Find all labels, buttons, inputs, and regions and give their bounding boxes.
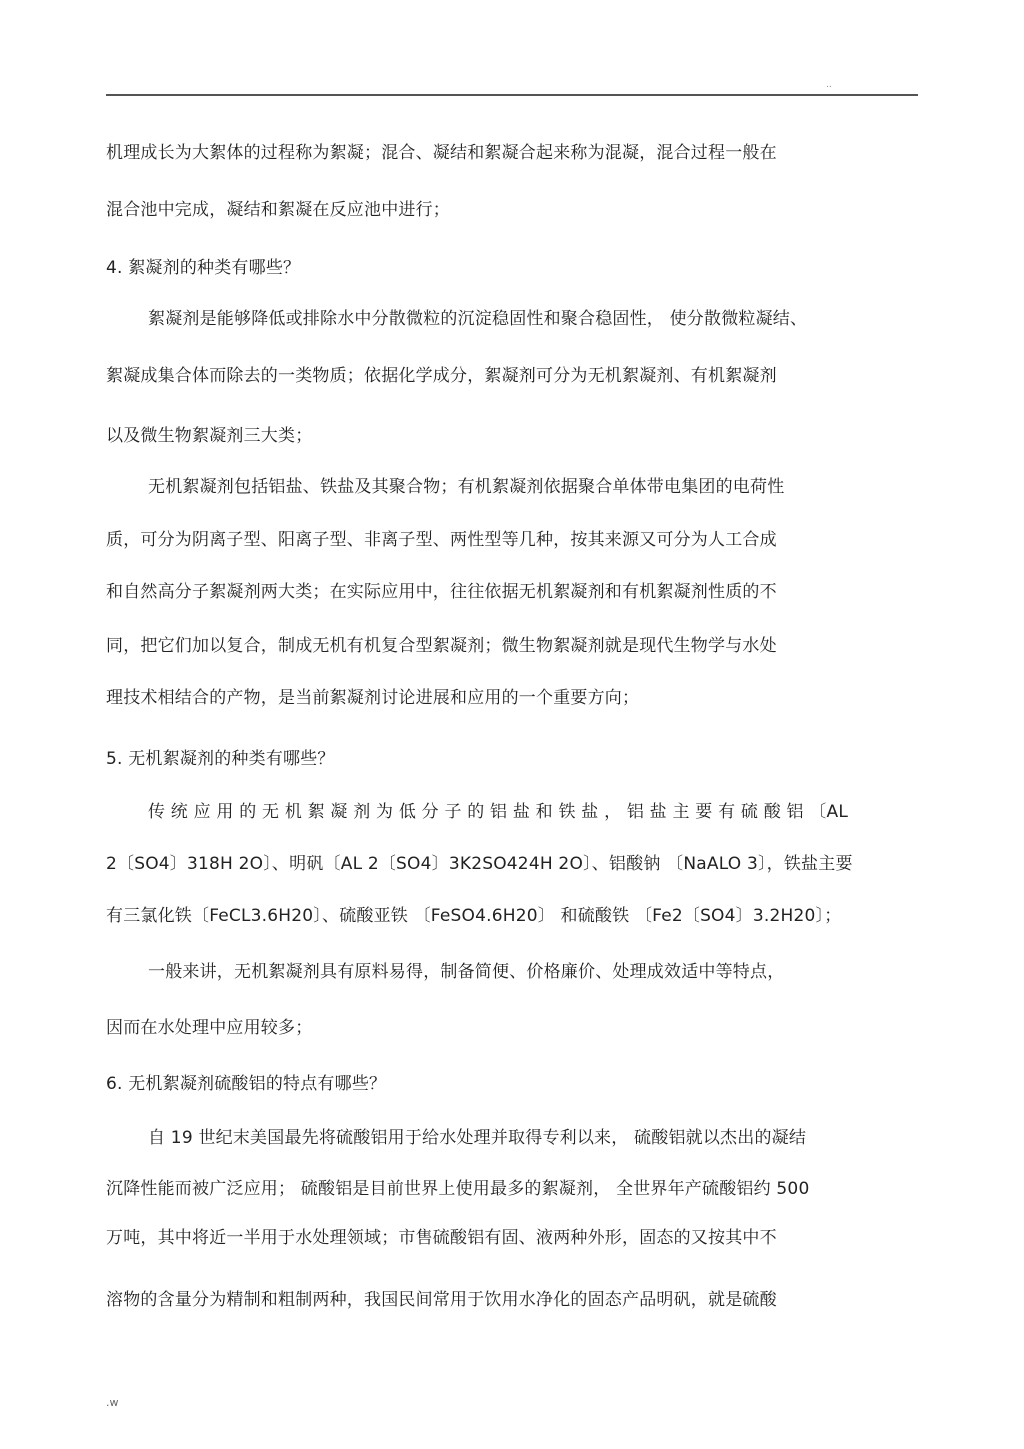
text-line: 无机絮凝剂包括铝盐、铁盐及其聚合物；有机絮凝剂依据聚合单体带电集团的电荷性: [148, 477, 785, 497]
footer-mark: .w: [106, 1396, 119, 1409]
question-heading: 4. 絮凝剂的种类有哪些？: [106, 258, 301, 278]
text-line: 传 统 应 用 的 无 机 絮 凝 剂 为 低 分 子 的 铝 盐 和 铁 盐 ， 铝 盐 主 要 有 硫 酸 铝 〔AL: [148, 802, 849, 822]
text-line: 因而在水处理中应用较多；: [106, 1018, 313, 1038]
header-rule: [106, 94, 918, 96]
question-heading: 6. 无机絮凝剂硫酸铝的特点有哪些？: [106, 1074, 387, 1094]
text-line: 絮凝剂是能够降低或排除水中分散微粒的沉淀稳固性和聚合稳固性， 使分散微粒凝结、: [148, 309, 808, 329]
text-line: 机理成长为大絮体的过程称为絮凝；混合、凝结和絮凝合起来称为混凝，混合过程一般在: [106, 143, 777, 163]
text-line: 质，可分为阴离子型、阳离子型、非离子型、两性型等几种，按其来源又可分为人工合成: [106, 530, 777, 550]
question-heading: 5. 无机絮凝剂的种类有哪些？: [106, 749, 335, 769]
text-line: 沉降性能而被广泛应用； 硫酸铝是目前世界上使用最多的絮凝剂， 全世界年产硫酸铝约 500: [106, 1179, 810, 1199]
text-line: 混合池中完成，凝结和絮凝在反应池中进行；: [106, 200, 450, 220]
text-line: 理技术相结合的产物，是当前絮凝剂讨论进展和应用的一个重要方向；: [106, 688, 640, 708]
text-line: 有三氯化铁〔FeCL3.6H20〕、硫酸亚铁 〔FeSO4.6H20〕 和硫酸铁 〔Fe2〔SO4〕3.2H20〕；: [106, 906, 842, 926]
header-dots: ..: [826, 80, 832, 90]
text-line: 絮凝成集合体而除去的一类物质；依据化学成分，絮凝剂可分为无机絮凝剂、有机絮凝剂: [106, 366, 777, 386]
text-line: 自 19 世纪末美国最先将硫酸铝用于给水处理并取得专利以来， 硫酸铝就以杰出的凝结: [148, 1128, 807, 1148]
text-line: 以及微生物絮凝剂三大类；: [106, 426, 313, 446]
text-line: 同，把它们加以复合，制成无机有机复合型絮凝剂；微生物絮凝剂就是现代生物学与水处: [106, 636, 777, 656]
text-line: 溶物的含量分为精制和粗制两种，我国民间常用于饮用水净化的固态产品明矾，就是硫酸: [106, 1290, 777, 1310]
text-line: 万吨，其中将近一半用于水处理领域；市售硫酸铝有固、液两种外形，固态的又按其中不: [106, 1228, 777, 1248]
text-line: 一般来讲，无机絮凝剂具有原料易得，制备简便、价格廉价、处理成效适中等特点，: [148, 962, 785, 982]
text-line: 2〔SO4〕318H 2O〕、明矾〔AL 2〔SO4〕3K2SO424H 2O〕、铝酸钠 〔NaALO 3〕，铁盐主要: [106, 854, 853, 874]
text-line: 和自然高分子絮凝剂两大类；在实际应用中，往往依据无机絮凝剂和有机絮凝剂性质的不: [106, 582, 777, 602]
